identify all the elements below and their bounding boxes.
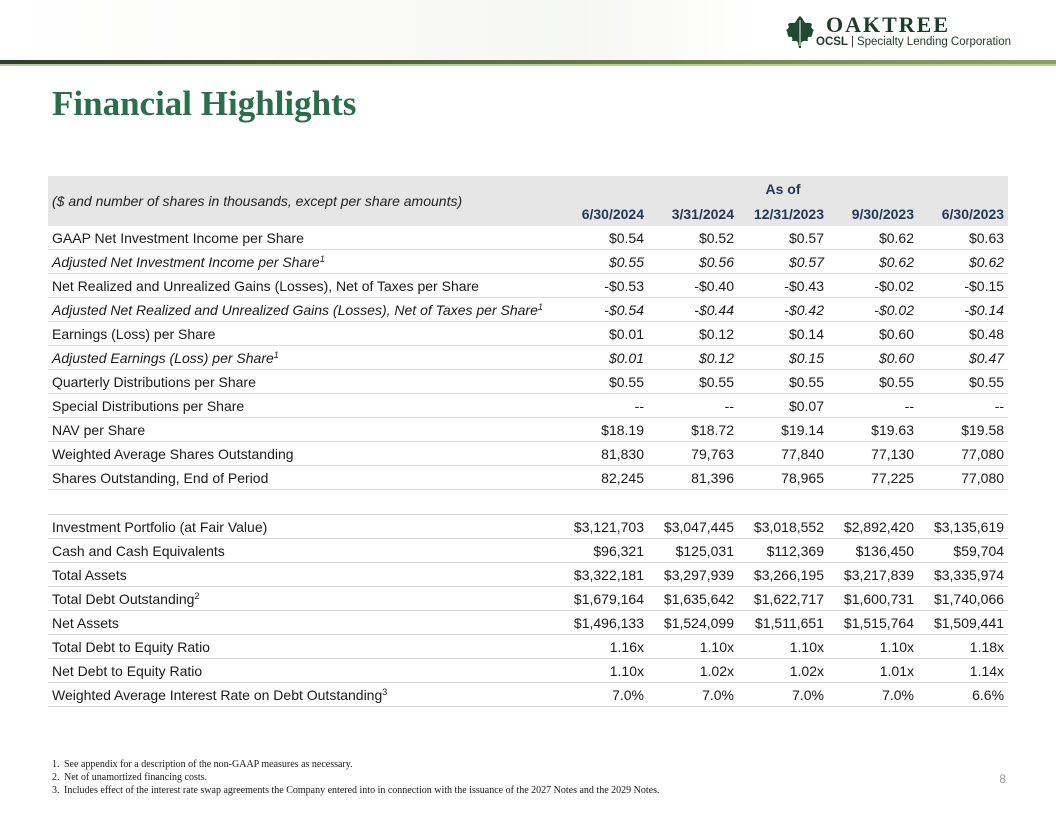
- table-row: [48, 683, 1008, 707]
- row-label-text: Shares Outstanding, End of Period: [52, 469, 269, 486]
- table-row: [48, 370, 1008, 394]
- column-header: 3/31/2024: [648, 201, 738, 226]
- table-row: [48, 539, 1008, 563]
- row-label-text: Cash and Cash Equivalents: [52, 542, 225, 559]
- value-cell: --: [828, 394, 918, 418]
- row-label: [48, 418, 558, 442]
- footnote-number: 1.: [52, 759, 60, 770]
- table-row: [48, 322, 1008, 346]
- value-cell: -$0.14: [918, 298, 1008, 322]
- value-cell: $0.15: [738, 346, 828, 370]
- footnote-ref: 1: [273, 349, 279, 360]
- column-header: 9/30/2023: [828, 201, 918, 226]
- table-spacer-row: [48, 490, 1008, 515]
- value-cell: 77,225: [828, 466, 918, 490]
- table-row: [48, 466, 1008, 490]
- table-row: [48, 226, 1008, 250]
- value-cell: -$0.40: [648, 274, 738, 298]
- value-cell: $19.58: [918, 418, 1008, 442]
- value-cell: -$0.02: [828, 274, 918, 298]
- value-cell: $0.55: [828, 370, 918, 394]
- column-header: 12/31/2023: [738, 201, 828, 226]
- value-cell: $3,322,181: [558, 563, 648, 587]
- value-cell: $0.14: [738, 322, 828, 346]
- value-cell: --: [918, 394, 1008, 418]
- value-cell: $1,515,764: [828, 611, 918, 635]
- value-cell: $19.14: [738, 418, 828, 442]
- row-label: [48, 322, 558, 346]
- value-cell: 82,245: [558, 466, 648, 490]
- value-cell: $0.07: [738, 394, 828, 418]
- value-cell: $0.62: [828, 250, 918, 274]
- row-label-text: Adjusted Net Realized and Unrealized Gains (Losses), Net of Taxes per Share: [52, 301, 538, 318]
- header-rule-accent: [0, 64, 1056, 66]
- value-cell: 1.10x: [558, 659, 648, 683]
- brand-subtitle: [816, 36, 1011, 48]
- value-cell: $0.55: [738, 370, 828, 394]
- value-cell: 7.0%: [828, 683, 918, 707]
- value-cell: 1.10x: [828, 635, 918, 659]
- row-label: [48, 683, 558, 707]
- column-header: 6/30/2023: [918, 201, 1008, 226]
- table-row: [48, 298, 1008, 322]
- row-label: [48, 226, 558, 250]
- value-cell: $0.01: [558, 322, 648, 346]
- value-cell: 1.02x: [648, 659, 738, 683]
- row-label: [48, 635, 558, 659]
- value-cell: 7.0%: [648, 683, 738, 707]
- company-logo: [782, 12, 1022, 52]
- value-cell: -$0.42: [738, 298, 828, 322]
- row-label-text: GAAP Net Investment Income per Share: [52, 229, 304, 246]
- value-cell: -$0.43: [738, 274, 828, 298]
- row-label: [48, 274, 558, 298]
- value-cell: $18.19: [558, 418, 648, 442]
- row-label: [48, 298, 558, 322]
- row-label-text: Net Assets: [52, 614, 119, 631]
- value-cell: $1,524,099: [648, 611, 738, 635]
- page-title: Financial Highlights: [52, 84, 357, 123]
- footnotes: [52, 758, 659, 797]
- value-cell: $18.72: [648, 418, 738, 442]
- value-cell: $3,135,619: [918, 515, 1008, 539]
- value-cell: $1,679,164: [558, 587, 648, 611]
- table-row: [48, 611, 1008, 635]
- value-cell: $1,635,642: [648, 587, 738, 611]
- value-cell: 1.02x: [738, 659, 828, 683]
- row-label-text: Weighted Average Interest Rate on Debt Outstanding: [52, 686, 383, 703]
- table-header-label: ($ and number of shares in thousands, except per share amounts): [48, 176, 558, 226]
- row-label-text: Investment Portfolio (at Fair Value): [52, 518, 268, 535]
- value-cell: 77,130: [828, 442, 918, 466]
- value-cell: -$0.53: [558, 274, 648, 298]
- value-cell: $59,704: [918, 539, 1008, 563]
- value-cell: $1,511,651: [738, 611, 828, 635]
- value-cell: $0.55: [648, 370, 738, 394]
- value-cell: 1.16x: [558, 635, 648, 659]
- row-label-text: Net Realized and Unrealized Gains (Losses), Net of Taxes per Share: [52, 277, 479, 294]
- value-cell: $0.54: [558, 226, 648, 250]
- footnote-ref: 3: [382, 686, 388, 697]
- financial-highlights-table: [48, 176, 1008, 707]
- value-cell: 79,763: [648, 442, 738, 466]
- row-label: [48, 346, 558, 370]
- value-cell: $3,018,552: [738, 515, 828, 539]
- value-cell: $0.52: [648, 226, 738, 250]
- row-label-text: Weighted Average Shares Outstanding: [52, 445, 294, 462]
- table-row: [48, 563, 1008, 587]
- table-row: [48, 515, 1008, 539]
- value-cell: 81,396: [648, 466, 738, 490]
- footnote-item: [52, 784, 659, 797]
- value-cell: 6.6%: [918, 683, 1008, 707]
- value-cell: $3,297,939: [648, 563, 738, 587]
- footnote-number: 3.: [52, 785, 60, 796]
- footnote-number: 2.: [52, 772, 60, 783]
- value-cell: $96,321: [558, 539, 648, 563]
- value-cell: $3,047,445: [648, 515, 738, 539]
- value-cell: 77,080: [918, 466, 1008, 490]
- value-cell: $2,892,420: [828, 515, 918, 539]
- oak-leaf-icon: [782, 14, 818, 50]
- table-row: [48, 394, 1008, 418]
- row-label-text: Earnings (Loss) per Share: [52, 325, 216, 342]
- footnote-text: Includes effect of the interest rate swap agreements the Company entered into in connection with the issuance of the 2027 Notes and the 2029 Notes.: [64, 785, 660, 796]
- value-cell: $0.55: [558, 370, 648, 394]
- value-cell: 81,830: [558, 442, 648, 466]
- row-label: [48, 250, 558, 274]
- value-cell: $3,217,839: [828, 563, 918, 587]
- row-label: [48, 515, 558, 539]
- row-label: [48, 442, 558, 466]
- value-cell: $0.12: [648, 346, 738, 370]
- value-cell: 7.0%: [558, 683, 648, 707]
- value-cell: $0.63: [918, 226, 1008, 250]
- value-cell: -$0.02: [828, 298, 918, 322]
- page-number: 8: [999, 772, 1006, 786]
- footnote-text: Net of unamortized financing costs.: [64, 772, 208, 783]
- value-cell: $3,335,974: [918, 563, 1008, 587]
- value-cell: $0.55: [918, 370, 1008, 394]
- spacer-cell: [48, 490, 1008, 515]
- footnote-item: [52, 758, 659, 771]
- row-label: [48, 539, 558, 563]
- table-row: [48, 250, 1008, 274]
- footnote-ref: 2: [194, 590, 200, 601]
- value-cell: 1.10x: [738, 635, 828, 659]
- row-label: [48, 370, 558, 394]
- column-header: 6/30/2024: [558, 201, 648, 226]
- brand-separator: |: [850, 36, 854, 48]
- value-cell: $136,450: [828, 539, 918, 563]
- value-cell: $0.48: [918, 322, 1008, 346]
- table-body: [48, 226, 1008, 707]
- table-row: [48, 442, 1008, 466]
- row-label: [48, 394, 558, 418]
- value-cell: $0.47: [918, 346, 1008, 370]
- footnote-ref: 1: [319, 253, 325, 264]
- row-label: [48, 659, 558, 683]
- value-cell: $0.55: [558, 250, 648, 274]
- value-cell: $19.63: [828, 418, 918, 442]
- value-cell: 1.18x: [918, 635, 1008, 659]
- value-cell: $0.01: [558, 346, 648, 370]
- value-cell: 7.0%: [738, 683, 828, 707]
- value-cell: $0.56: [648, 250, 738, 274]
- value-cell: $0.57: [738, 250, 828, 274]
- row-label: [48, 611, 558, 635]
- value-cell: $112,369: [738, 539, 828, 563]
- table-row: [48, 418, 1008, 442]
- value-cell: $0.60: [828, 346, 918, 370]
- table-row: [48, 346, 1008, 370]
- table-row: [48, 635, 1008, 659]
- footnote-ref: 1: [537, 301, 543, 312]
- row-label-text: Adjusted Net Investment Income per Share: [52, 253, 320, 270]
- value-cell: $1,622,717: [738, 587, 828, 611]
- footnote-text: See appendix for a description of the non-GAAP measures as necessary.: [64, 759, 353, 770]
- row-label: [48, 587, 558, 611]
- row-label: [48, 563, 558, 587]
- row-label-text: Total Debt to Equity Ratio: [52, 638, 210, 655]
- value-cell: $1,600,731: [828, 587, 918, 611]
- value-cell: $1,496,133: [558, 611, 648, 635]
- value-cell: -$0.54: [558, 298, 648, 322]
- footnote-item: [52, 771, 659, 784]
- value-cell: $3,266,195: [738, 563, 828, 587]
- value-cell: -$0.15: [918, 274, 1008, 298]
- value-cell: 1.01x: [828, 659, 918, 683]
- row-label-text: Net Debt to Equity Ratio: [52, 662, 203, 679]
- row-label-text: Special Distributions per Share: [52, 397, 245, 414]
- value-cell: $1,509,441: [918, 611, 1008, 635]
- value-cell: $1,740,066: [918, 587, 1008, 611]
- value-cell: -$0.44: [648, 298, 738, 322]
- brand-code: OCSL: [816, 36, 848, 48]
- value-cell: $0.62: [828, 226, 918, 250]
- value-cell: --: [648, 394, 738, 418]
- value-cell: $0.12: [648, 322, 738, 346]
- value-cell: $0.60: [828, 322, 918, 346]
- value-cell: 77,080: [918, 442, 1008, 466]
- row-label-text: Total Assets: [52, 566, 127, 583]
- value-cell: $0.57: [738, 226, 828, 250]
- value-cell: $0.62: [918, 250, 1008, 274]
- value-cell: 1.10x: [648, 635, 738, 659]
- brand-subname: Specialty Lending Corporation: [856, 36, 1012, 48]
- value-cell: $125,031: [648, 539, 738, 563]
- row-label-text: Quarterly Distributions per Share: [52, 373, 256, 390]
- value-cell: 78,965: [738, 466, 828, 490]
- table-row: [48, 659, 1008, 683]
- as-of-label: As of: [558, 176, 1008, 201]
- value-cell: --: [558, 394, 648, 418]
- row-label-text: NAV per Share: [52, 421, 146, 438]
- row-label-text: Total Debt Outstanding: [52, 590, 195, 607]
- table-row: [48, 587, 1008, 611]
- row-label: [48, 466, 558, 490]
- value-cell: $3,121,703: [558, 515, 648, 539]
- value-cell: 77,840: [738, 442, 828, 466]
- row-label-text: Adjusted Earnings (Loss) per Share: [52, 349, 274, 366]
- table-row: [48, 274, 1008, 298]
- brand-name: OAKTREE: [826, 12, 951, 37]
- value-cell: 1.14x: [918, 659, 1008, 683]
